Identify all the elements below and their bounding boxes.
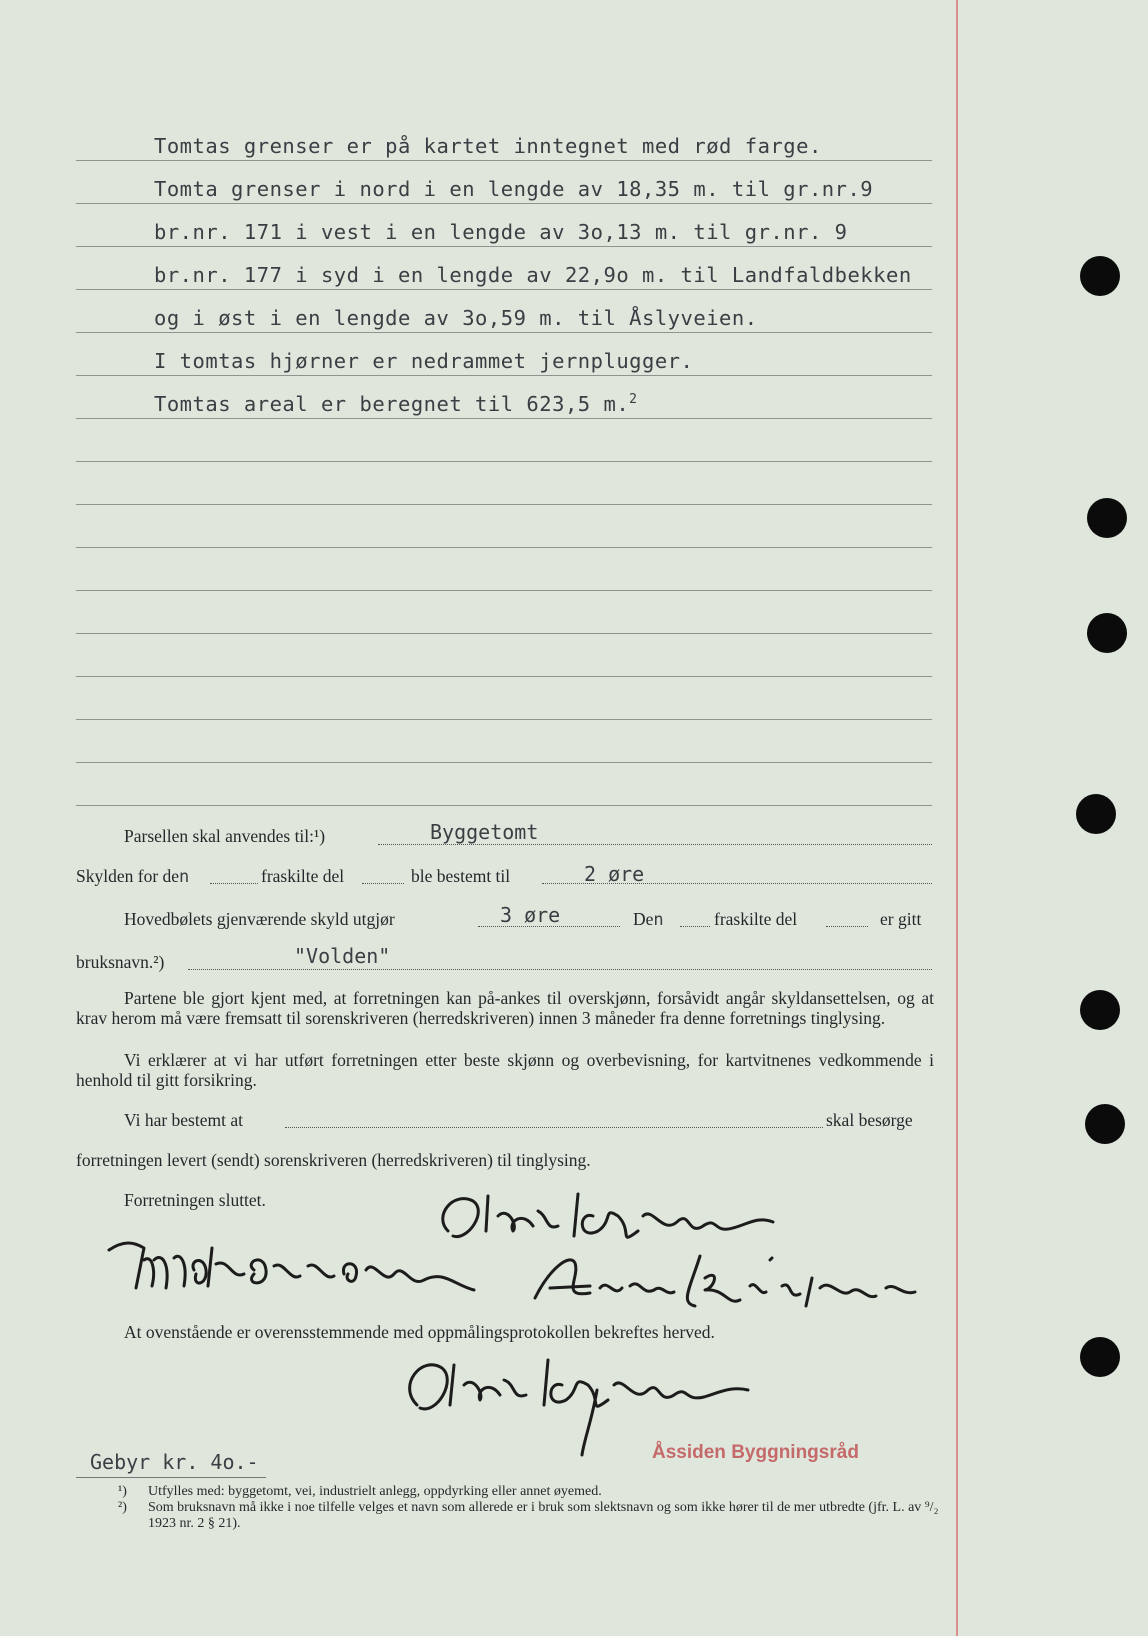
- bruksnavn-value: "Volden": [294, 944, 391, 968]
- skyld-de-suffix: n: [179, 867, 190, 887]
- ruled-line: [76, 676, 932, 677]
- binder-hole-icon: [1087, 498, 1127, 538]
- bestemt-dotted: [285, 1126, 823, 1128]
- typed-line: I tomtas hjørner er nedrammet jernplugger.: [154, 349, 694, 373]
- use-value: Byggetomt: [430, 820, 539, 844]
- stamp-text: Åssiden Byggningsråd: [652, 1442, 859, 1463]
- hoved-value: 3 øre: [500, 903, 561, 927]
- area-text: Tomtas areal er beregnet til 623,5 m.: [154, 392, 630, 416]
- binder-hole-icon: [1085, 1104, 1125, 1144]
- hoved-label-c: fraskilte del: [714, 909, 798, 929]
- binder-hole-icon: [1080, 990, 1120, 1030]
- ruled-line: [76, 160, 932, 161]
- bruksnavn-label: bruksnavn.²): [76, 952, 165, 972]
- binder-hole-icon: [1080, 1337, 1120, 1377]
- binder-hole-icon: [1087, 613, 1127, 653]
- hoved-del-dotted: [826, 925, 868, 927]
- signature-left: [104, 1230, 504, 1310]
- footnote-number: ²): [118, 1500, 127, 1515]
- levert-text: forretningen levert (sendt) sorenskriveren (herredskriveren) til tinglysing.: [76, 1150, 591, 1170]
- hoved-label-d: er gitt: [880, 909, 922, 929]
- ruled-line: [76, 762, 932, 763]
- skyld-value: 2 øre: [584, 862, 645, 886]
- erklaerer-paragraph: Vi erklærer at vi har utført forretningen etter beste skjønn og overbevisning, for kartvitnenes vedkommende i henhold til gitt forsikring.: [76, 1050, 934, 1090]
- ruled-line: [76, 246, 932, 247]
- sluttet-text: Forretningen sluttet.: [124, 1190, 266, 1210]
- hoved-label-a: Hovedbølets gjenværende skyld utgjør: [124, 909, 395, 929]
- red-margin-line: [956, 0, 958, 1636]
- ruled-line: [76, 332, 932, 333]
- bestemt-label-b: skal besørge: [826, 1110, 913, 1130]
- hoved-label-b: Den: [633, 909, 664, 930]
- footnote-separator: [76, 1476, 266, 1478]
- signature-right: [530, 1248, 930, 1318]
- ruled-line: [76, 633, 932, 634]
- typed-line-area: [154, 392, 637, 416]
- binder-hole-icon: [1080, 256, 1120, 296]
- ruled-line: [76, 547, 932, 548]
- skyld-label-c: ble bestemt til: [411, 866, 511, 886]
- typed-line: br.nr. 171 i vest i en lengde av 3o,13 m. til gr.nr. 9: [154, 220, 848, 244]
- footnote-2: [118, 1500, 938, 1534]
- ruled-line: [76, 289, 932, 290]
- typed-line: og i øst i en lengde av 3o,59 m. til Åslyveien.: [154, 306, 758, 330]
- area-superscript: 2: [629, 392, 638, 408]
- typed-line: Tomtas grenser er på kartet inntegnet med rød farge.: [154, 134, 822, 158]
- ruled-line: [76, 504, 932, 505]
- typed-line: Tomta grenser i nord i en lengde av 18,35 m. til gr.nr.9: [154, 177, 874, 201]
- ruled-line: [76, 418, 932, 419]
- ruled-line: [76, 375, 932, 376]
- typed-line: br.nr. 177 i syd i en lengde av 22,9o m. til Landfaldbekken: [154, 263, 912, 287]
- ruled-line: [76, 805, 932, 806]
- skyld-label-b: fraskilte del: [261, 866, 345, 886]
- hoved-de-suffix: n: [653, 910, 664, 930]
- partene-paragraph: Partene ble gjort kjent med, at forretningen kan på-ankes til overskjønn, forsåvidt angår skyldansettelsen, og at krav herom må være fremsatt til sorenskriveren (herredskriveren) innen 3 måneder fra denne forretnings tinglysing.: [76, 988, 934, 1028]
- hoved-de-dotted: [680, 925, 710, 927]
- ruled-line: [76, 203, 932, 204]
- bekreftes-text: At ovenstående er overensstemmende med oppmålingsprotokollen bekreftes herved.: [124, 1322, 715, 1342]
- gebyr-text: Gebyr kr. 4o.-: [90, 1450, 259, 1474]
- footnote-text: Utfylles med: byggetomt, vei, industrielt anlegg, oppdyrking eller annet øyemed.: [148, 1484, 602, 1499]
- ruled-line: [76, 719, 932, 720]
- skyld-del-dotted: [362, 882, 404, 884]
- ruled-line: [76, 590, 932, 591]
- skyld-de-dotted: [210, 882, 258, 884]
- bruksnavn-dotted: [188, 968, 932, 970]
- skyld-label-a: Skylden for den: [76, 866, 190, 887]
- ruled-line: [76, 461, 932, 462]
- bestemt-label-a: Vi har bestemt at: [124, 1110, 243, 1130]
- binder-hole-icon: [1076, 794, 1116, 834]
- use-label: Parsellen skal anvendes til:¹): [124, 826, 326, 846]
- footnote-text: Som bruksnavn må ikke i noe tilfelle velges et navn som allerede er i bruk som slektsnavn og som ikke hører til de mer utbredte (jfr. L. av ⁹/₂ 1923 nr. 2 § 21).: [148, 1500, 939, 1531]
- footnote-number: ¹): [118, 1484, 127, 1499]
